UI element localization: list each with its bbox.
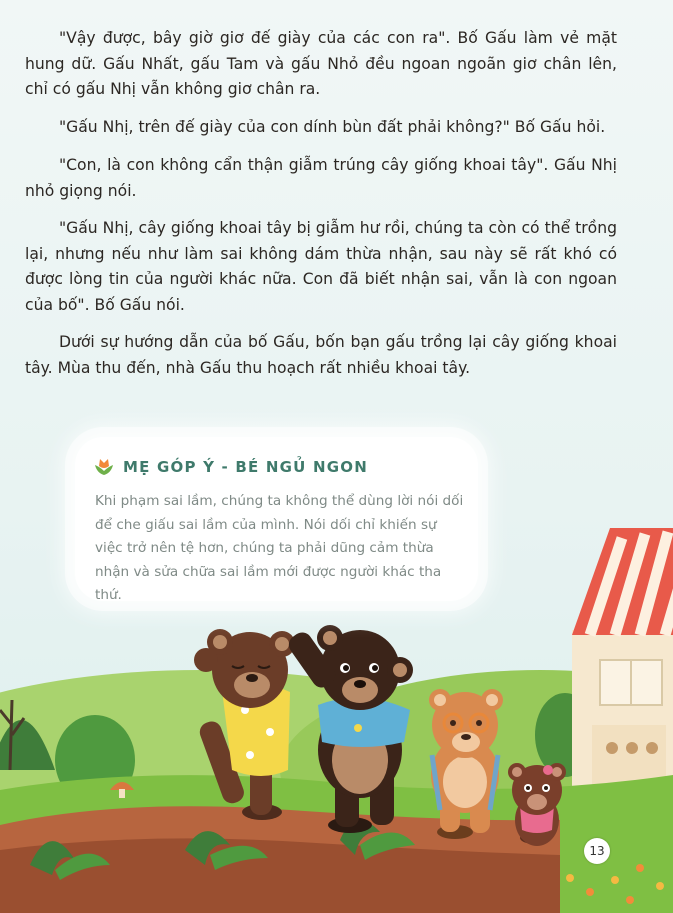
story-paragraph-5: Dưới sự hướng dẫn của bố Gấu, bốn bạn gấu trồng lại cây giống khoai tây. Mùa thu đến, nhà Gấu thu hoạch rất nhiều khoai tây. [25,333,617,377]
story-paragraph-2: "Gấu Nhị, trên đế giày của con dính bùn đất phải không?" Bố Gấu hỏi. [59,117,606,136]
story-paragraph-1: "Vậy được, bây giờ giơ đế giày của các con ra". Bố Gấu làm vẻ mặt hung dữ. Gấu Nhất, gấu Tam và gấu Nhỏ đều ngoan ngoãn giơ chân lên, chỉ có gấu Nhị vẫn không giơ chân ra. [25,29,617,98]
tip-header [93,457,368,477]
story-paragraph-4: "Gấu Nhị, cây giống khoai tây bị giẫm hư rồi, chúng ta còn có thể trồng lại, nhưng nếu như làm sai không dám thừa nhận, sau này sẽ rất khó có được lòng tin của người khác nữa. Con đã biết nhận sai, vẫn là con ngoan của bố". Bố Gấu nói. [25,219,617,314]
page-number: 13 [584,838,610,864]
tulip-icon [93,457,115,477]
tip-title: MẸ GÓP Ý - BÉ NGỦ NGON [123,458,368,476]
tip-body: Khi phạm sai lầm, chúng ta không thể dùng lời nói dối để che giấu sai lầm của mình. Nói dối chỉ khiến sự việc trở nên tệ hơn, chúng ta phải dũng cảm thừa nhận và sửa chữa sai lầm mới được người khác tha thứ. [95,493,464,603]
tip-box [75,437,478,601]
story-text [25,26,617,393]
story-paragraph-3: "Con, là con không cẩn thận giẫm trúng cây giống khoai tây". Gấu Nhị nhỏ giọng nói. [25,156,617,200]
house [572,528,673,800]
